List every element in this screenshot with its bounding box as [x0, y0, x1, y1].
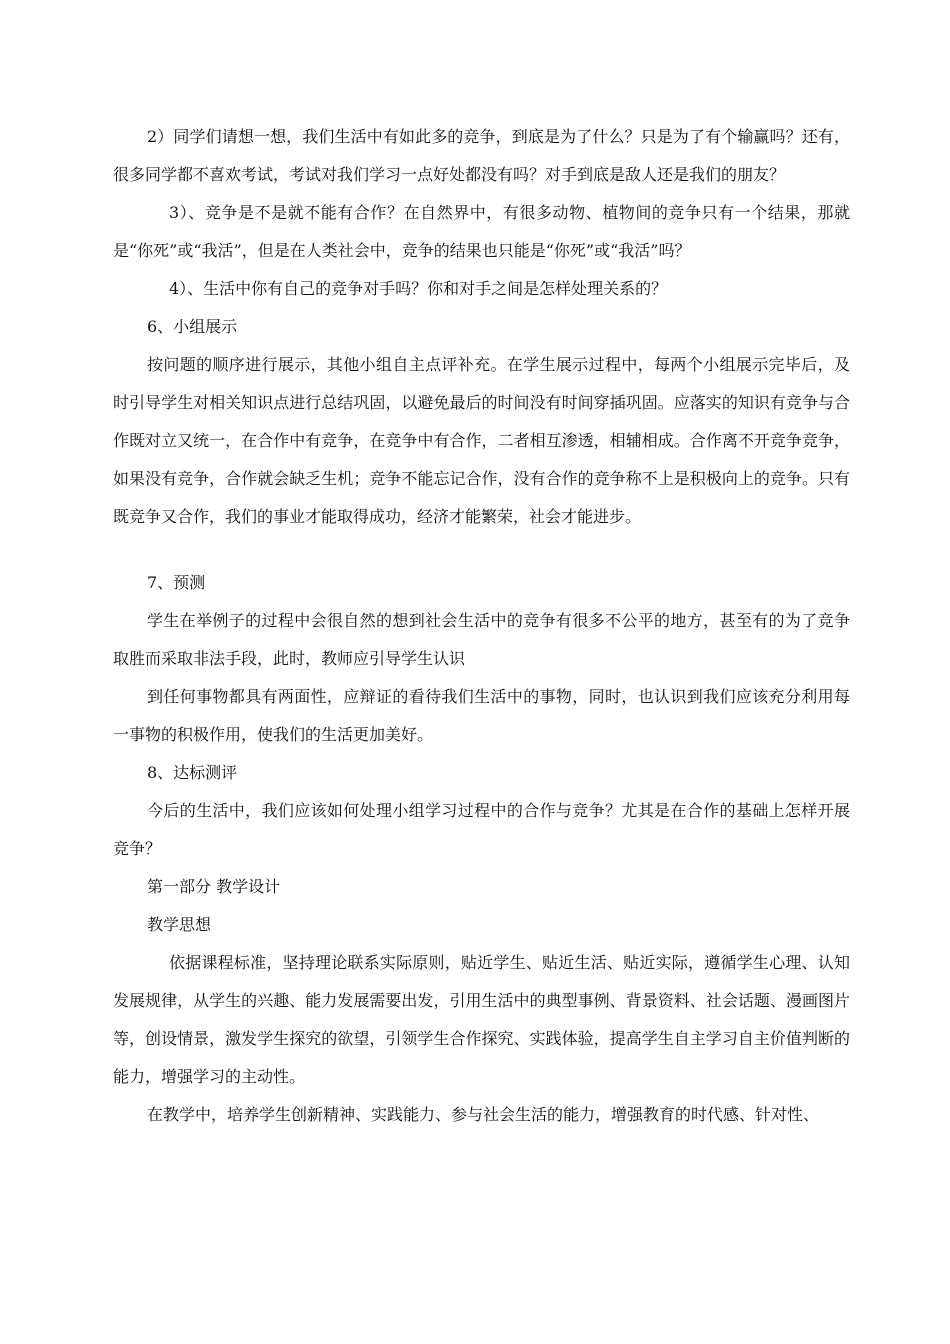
- part-1-title: 第一部分 教学设计: [147, 877, 281, 896]
- question-4: 4）、生活中你有自己的竞争对手吗？你和对手之间是怎样处理关系的？: [169, 279, 668, 298]
- teaching-idea-body: 依据课程标准，坚持理论联系实际原则，贴近学生、贴近生活、贴近实际，遵循学生心理、认知发展规律，从学生的兴趣、能力发展需要出发，引用生活中的典型事例、背景资料、社会话题、漫画图片等，创设情景，激发学生探究的欲望，引领学生合作探究、实践体验，提高学生自主学习自主价值判断的能力，增强学习的主动性。: [113, 953, 850, 1086]
- teaching-idea-title: 教学思想: [147, 915, 212, 934]
- question-2: 2）同学们请想一想，我们生活中有如此多的竞争，到底是为了什么？只是为了有个输赢吗？还有，很多同学都不喜欢考试，考试对我们学习一点好处都没有吗？对手到底是敌人还是我们的朋友？: [113, 127, 850, 184]
- section-7-body-1: 学生在举例子的过程中会很自然的想到社会生活中的竞争有很多不公平的地方，甚至有的为了竞争取胜而采取非法手段，此时，教师应引导学生认识: [113, 611, 850, 668]
- section-6-body: 按问题的顺序进行展示，其他小组自主点评补充。在学生展示过程中，每两个小组展示完毕后，及时引导学生对相关知识点进行总结巩固，以避免最后的时间没有时间穿插巩固。应落实的知识有竞争与合作既对立又统一，在合作中有竞争，在竞争中有合作，二者相互渗透，相辅相成。合作离不开竞争竞争，如果没有竞争，合作就会缺乏生机；竞争不能忘记合作，没有合作的竞争称不上是积极向上的竞争。只有既竞争又合作，我们的事业才能取得成功，经济才能繁荣，社会才能进步。: [113, 355, 850, 526]
- section-8-body: 今后的生活中，我们应该如何处理小组学习过程中的合作与竞争？尤其是在合作的基础上怎样开展竞争？: [113, 801, 850, 858]
- section-8-title: 8、达标测评: [147, 763, 238, 782]
- section-7-title: 7、预测: [147, 573, 206, 592]
- spacer: [113, 536, 850, 564]
- section-7-body-2: 到任何事物都具有两面性，应辩证的看待我们生活中的事物，同时，也认识到我们应该充分利用每一事物的积极作用，使我们的生活更加美好。: [113, 687, 850, 744]
- question-3: 3）、竞争是不是就不能有合作？在自然界中，有很多动物、植物间的竞争只有一个结果，那就是“你死”或“我活”，但是在人类社会中，竞争的结果也只能是“你死”或“我活”吗？: [113, 203, 850, 260]
- section-6-title: 6、小组展示: [147, 317, 238, 336]
- teaching-body: 在教学中，培养学生创新精神、实践能力、参与社会生活的能力，增强教育的时代感、针对性、: [147, 1105, 820, 1124]
